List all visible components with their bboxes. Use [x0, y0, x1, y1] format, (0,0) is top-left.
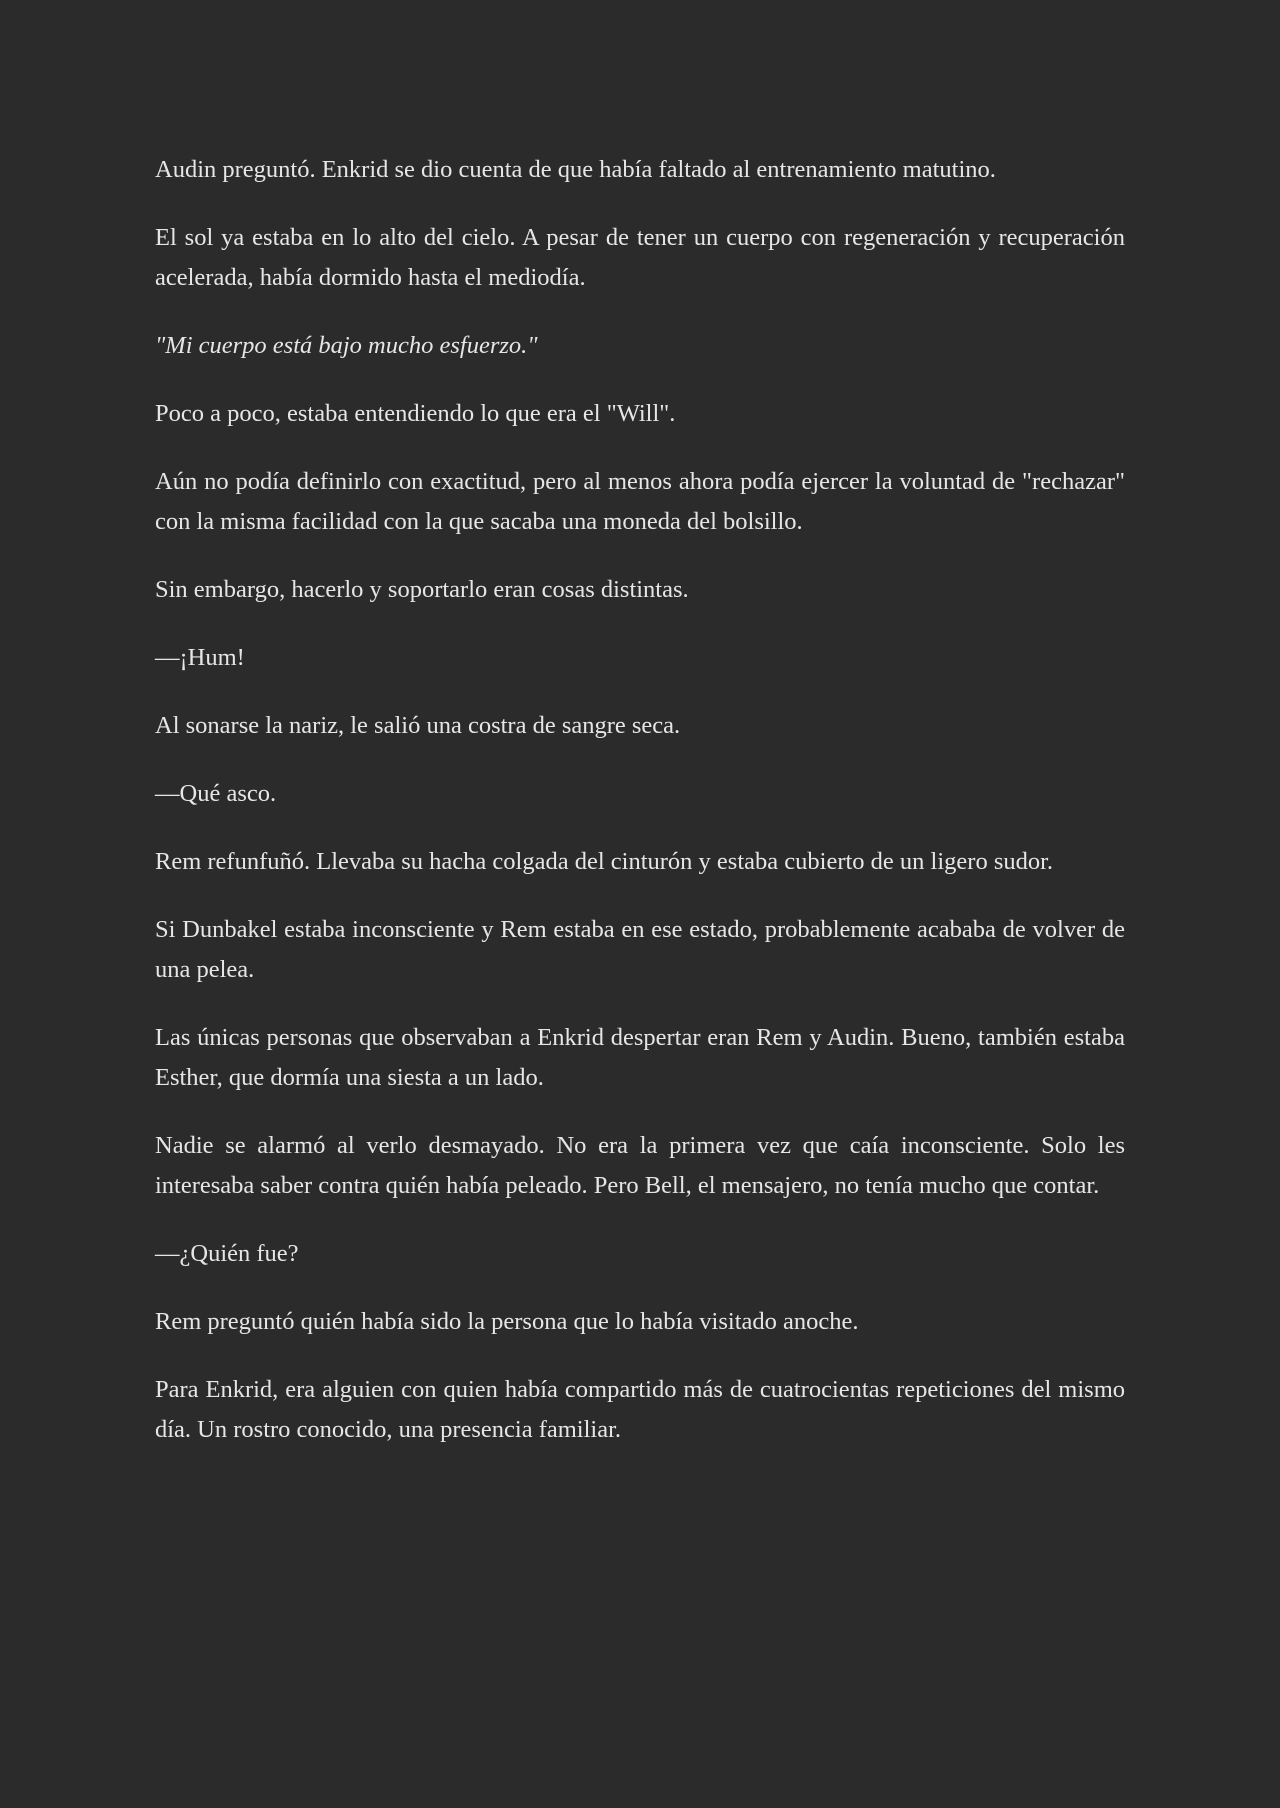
paragraph-14-dialogue: —¿Quién fue? [155, 1240, 299, 1267]
paragraph-15: Rem preguntó quién había sido la persona que lo había visitado anoche. [155, 1308, 859, 1335]
paragraph-9-dialogue: —Qué asco. [155, 780, 277, 807]
paragraph-6: Sin embargo, hacerlo y soportarlo eran cosas distintas. [155, 576, 689, 603]
paragraph-16: Para Enkrid, era alguien con quien había compartido más de cuatrocientas repeticiones del mismo día. Un rostro conocido, una presencia familiar. [155, 1376, 1125, 1443]
paragraph-8: Al sonarse la nariz, le salió una costra de sangre seca. [155, 712, 681, 739]
paragraph-3-thought: "Mi cuerpo está bajo mucho esfuerzo." [155, 332, 538, 359]
paragraph-5: Aún no podía definirlo con exactitud, pero al menos ahora podía ejercer la voluntad de "rechazar" con la misma facilidad con la que sacaba una moneda del bolsillo. [155, 468, 1125, 535]
paragraph-4: Poco a poco, estaba entendiendo lo que era el "Will". [155, 400, 676, 427]
paragraph-12: Las únicas personas que observaban a Enkrid despertar eran Rem y Audin. Bueno, también estaba Esther, que dormía una siesta a un lado. [155, 1024, 1125, 1091]
paragraph-1: Audin preguntó. Enkrid se dio cuenta de que había faltado al entrenamiento matutino. [155, 156, 996, 183]
paragraph-11: Si Dunbakel estaba inconsciente y Rem estaba en ese estado, probablemente acababa de volver de una pelea. [155, 916, 1125, 983]
paragraph-10: Rem refunfuñó. Llevaba su hacha colgada del cinturón y estaba cubierto de un ligero sudor. [155, 848, 1054, 875]
paragraph-2: El sol ya estaba en lo alto del cielo. A pesar de tener un cuerpo con regeneración y recuperación acelerada, había dormido hasta el mediodía. [155, 224, 1125, 291]
paragraph-13: Nadie se alarmó al verlo desmayado. No era la primera vez que caía inconsciente. Solo les interesaba saber contra quién había peleado. Pero Bell, el mensajero, no tenía mucho que contar. [155, 1132, 1125, 1199]
document-page [155, 150, 1125, 1478]
paragraph-7-dialogue: —¡Hum! [155, 644, 245, 671]
